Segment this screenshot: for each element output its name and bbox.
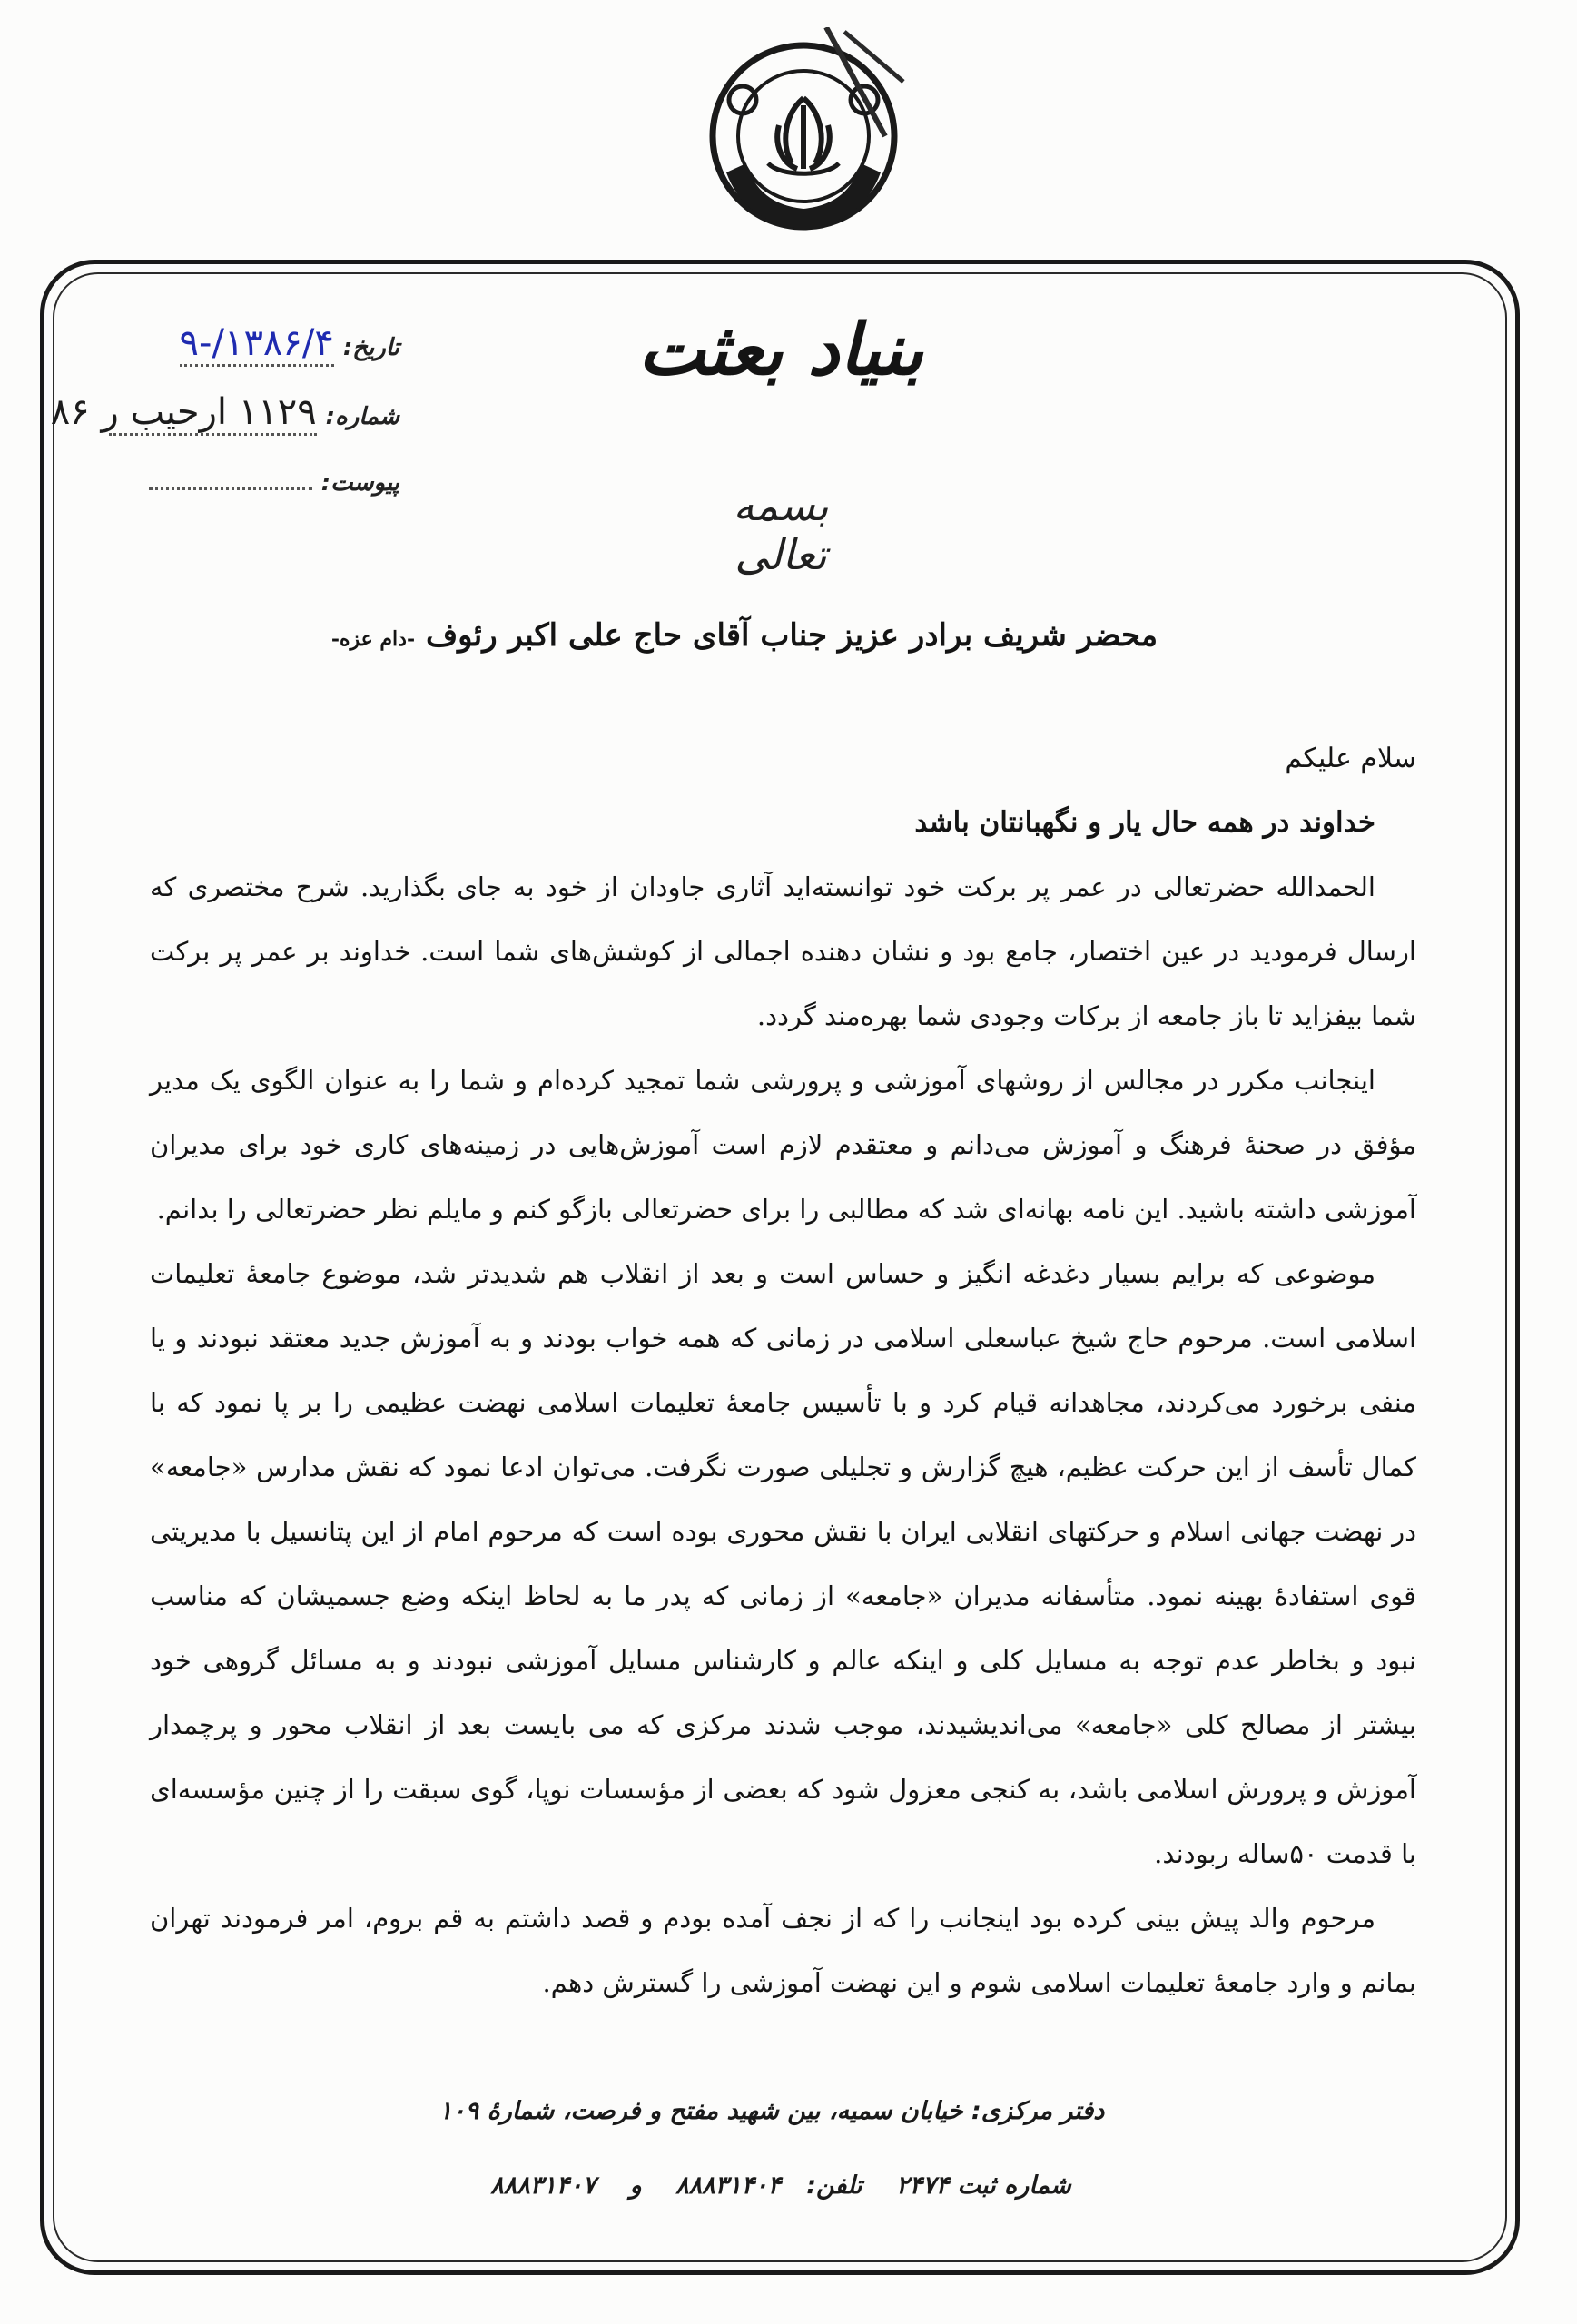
letterhead-invocation: بسمه تعالی [733, 481, 829, 579]
letter-body [150, 726, 1416, 2015]
footer-contact [309, 2171, 1253, 2200]
registration-number: شماره ثبت ۲۴۷۴ [896, 2171, 1071, 2200]
attachment-label: پیوست: [320, 469, 399, 497]
blessing: خداوند در همه حال یار و نگهبانتان باشد [914, 806, 1375, 839]
phone-number-2: ۸۸۸۳۱۴۰۷ [490, 2171, 596, 2200]
recipient-line [272, 617, 1217, 654]
paragraph-4: مرحوم والد پیش بینی کرده بود اینجانب را که از نجف آمده بودم و قصد داشتم به قم بروم، امر فرمودند تهران بمانم و وارد جامعهٔ تعلیمات اسلامی شوم و این نهضت آموزشی را گسترش دهم. [150, 1903, 1416, 1998]
number-label: شماره: [325, 403, 399, 430]
phone-label: تلفن: [806, 2171, 862, 2200]
recipient-name: محضر شریف برادر عزیز جناب آقای حاج علی اکبر رئوف [425, 617, 1158, 654]
attachment-row [109, 460, 399, 529]
number-value: ۱۱۲۹ ارحیب ر ۸۶ [109, 391, 317, 436]
number-row [50, 391, 399, 460]
paragraph-1: الحمدالله حضرتعالی در عمر پر برکت خود توانسته‌اید آثاری جاودان از خود به جای بگذارید. شرح مختصری که ارسال فرمودید در عین اختصار، جامع بود و نشان دهنده اجمالی از کوشش‌های شما است. خداوند بر عمر پر برکت شما بیفزاید تا باز جامعه از برکات وجودی شما بهره‌مند گردد. [150, 872, 1416, 1031]
phone-number-1: ۸۸۸۳۱۴۰۴ [675, 2171, 782, 2200]
letterhead-title: بنیاد بعثت [638, 309, 923, 391]
recipient-honorific: -دام عزه- [330, 627, 416, 651]
date-label: تاریخ: [342, 334, 399, 361]
attachment-value [149, 460, 312, 490]
date-value: ۱۳۸۶/۴/-۹ [180, 322, 334, 367]
greeting: سلام علیکم [1285, 743, 1416, 774]
phone-joiner: و [629, 2171, 642, 2200]
paragraph-2: اینجانب مکرر در مجالس از روشهای آموزشی و پرورشی شما تمجید کرده‌ام و شما را به عنوان الگوی یک مدیر مؤفق در صحنهٔ فرهنگ و آموزش می‌دانم و معتقدم لازم است آموزش‌هایی در زمینه‌های کاری خود برای مدیران آموزشی داشته باشید. این نامه بهانه‌ای شد که مطالبی را برای حضرتعالی بازگو کنم و مایلم نظر حضرتعالی را بدانم. [150, 1065, 1416, 1225]
bonyad-besat-emblem-icon [690, 27, 917, 241]
paragraph-3: موضوعی که برایم بسیار دغدغه انگیز و حساس است و بعد از انقلاب هم شدیدتر شد، موضوع جامعهٔ تعلیمات اسلامی است. مرحوم حاج شیخ عباسعلی اسلامی در زمانی که همه خواب بودند و به آموزش جدید معتقد نبودند و یا منفی برخورد می‌کردند، مجاهدانه قیام کرد و با تأسیس جامعهٔ تعلیمات اسلامی نهضت عظیمی را بر پا نمود که با کمال تأسف از این حرکت عظیم، هیچ گزارش و تجلیلی صورت نگرفت. می‌توان ادعا نمود که نقش مدارس «جامعه» در نهضت جهانی اسلام و حرکتهای انقلابی ایران با نقش محوری بوده است که مرحوم امام از این پتانسیل با مدیریتی قوی استفادهٔ بهینه نمود. متأسفانه مدیران «جامعه» از زمانی که پدر ما به لحاظ اینکه وضع جسمیشان که مناسب نبود و بخاطر عدم توجه به مسایل کلی و اینکه عالم و کارشناس مسایل آموزشی نبودند و به مسائل گروهی خود بیشتر از مصالح کلی «جامعه» می‌اندیشیدند، موجب شدند مرکزی که می بایست بعد از انقلاب محور و پرچمدار آموزش و پرورش اسلامی باشد، به کنجی معزول شود که بعضی از مؤسسات نوپا، گوی سبقت را از چنین مؤسسه‌ای با قدمت ۵۰ساله ربودند. [150, 1258, 1416, 1869]
letter-meta [50, 322, 399, 529]
footer-address: دفتر مرکزی: خیابان سمیه، بین شهید مفتح و فرصت، شمارهٔ ۱۰۹ [439, 2097, 1105, 2125]
date-row [109, 322, 399, 391]
